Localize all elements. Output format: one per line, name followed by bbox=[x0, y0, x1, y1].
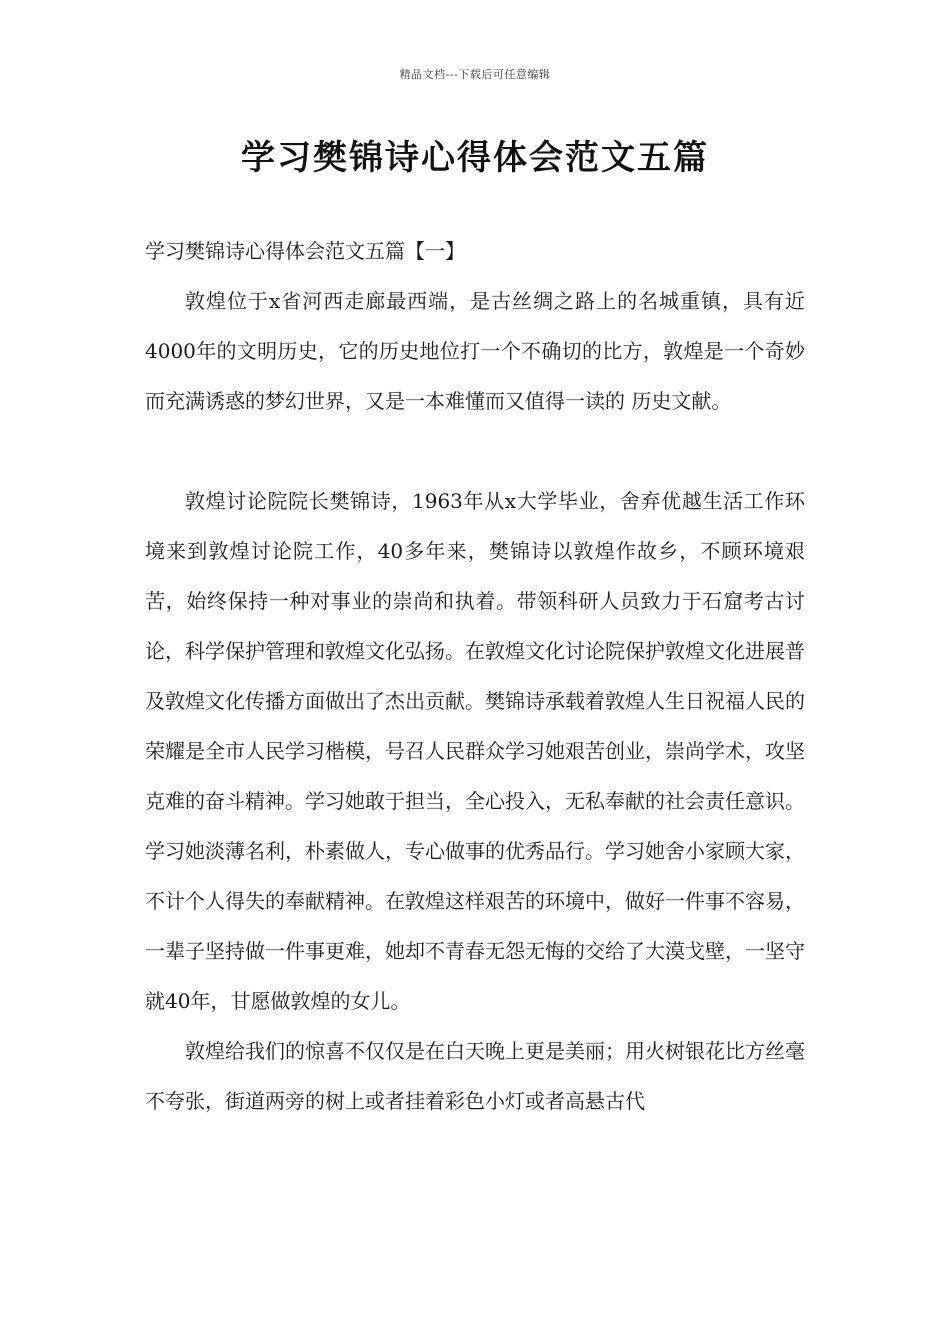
paragraph-3: 敦煌给我们的惊喜不仅仅是在白天晚上更是美丽；用火树银花比方丝毫不夸张，街道两旁的树上或者挂着彩色小灯或者高悬古代 bbox=[145, 1039, 805, 1113]
section-heading: 学习樊锦诗心得体会范文五篇【一】 bbox=[145, 239, 465, 263]
document-body bbox=[145, 229, 805, 1126]
document-title: 学习樊锦诗心得体会范文五篇 bbox=[241, 138, 709, 178]
paragraph-1: 敦煌位于x省河西走廊最西端，是古丝绸之路上的名城重镇，具有近4000年的文明历史，它的历史地位打一个不确切的比方，敦煌是一个奇妙而充满诱惑的梦幻世界，又是一本难懂而又值得一读的 历史文献。 bbox=[145, 289, 805, 413]
paragraph-2: 敦煌讨论院院长樊锦诗，1963年从x大学毕业，舍弃优越生活工作环境来到敦煌讨论院工作，40多年来，樊锦诗以敦煌作故乡，不顾环境艰苦，始终保持一种对事业的崇尚和执着。带领科研人员致力于石窟考古讨论，科学保护管理和敦煌文化弘扬。在敦煌文化讨论院保护敦煌文化进展普及敦煌文化传播方面做出了杰出贡献。樊锦诗承载着敦煌人生日祝福人民的荣耀是全市人民学习楷模，号召人民群众学习她艰苦创业，崇尚学术，攻坚克难的奋斗精神。学习她敢于担当，全心投入，无私奉献的社会责任意识。学习她淡薄名利，朴素做人，专心做事的优秀品行。学习她舍小家顾大家，不计个人得失的奉献精神。在敦煌这样艰苦的环境中，做好一件事不容易，一辈子坚持做一件事更难，她却不青春无怨无悔的交给了大漠戈壁，一坚守就40年，甘愿做敦煌的女儿。 bbox=[145, 489, 805, 1013]
header-note: 精品文档---下载后可任意编辑 bbox=[399, 68, 551, 81]
paragraph-gap bbox=[145, 426, 805, 476]
